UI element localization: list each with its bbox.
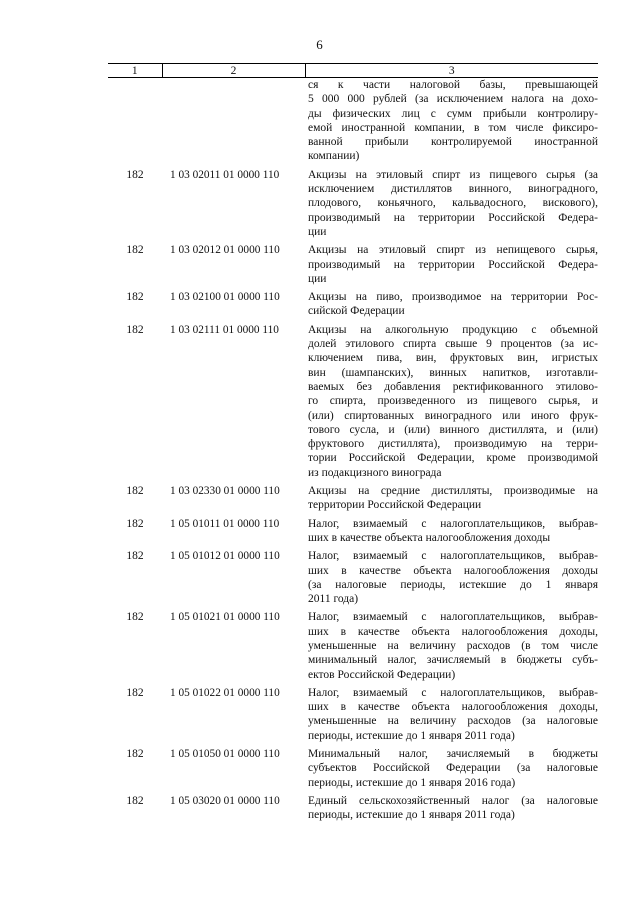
description-line: ключением пива, вин, фруктовых вин, игристых [308, 352, 598, 365]
description-line: ших в качестве объекта налогообложения доходы [308, 564, 598, 577]
revenue-description-cell [305, 78, 598, 164]
revenue-description-cell [305, 513, 598, 546]
description-line: фруктового дистиллята), производимую на терри- [308, 438, 598, 451]
revenue-description-cell [305, 743, 598, 790]
budget-classification-code-cell: 1 03 02100 01 0000 110 [170, 291, 280, 304]
table-row [108, 682, 598, 743]
description-line: вин (шампанских), винных напитков, изготавли- [308, 366, 598, 379]
description-line: го спирта, произведенного из пищевого сырья, и [308, 395, 598, 408]
table-row [108, 743, 598, 790]
admin-code-cell: 182 [126, 794, 144, 807]
description-line: ции [308, 225, 327, 238]
description-line: периоды, истекшие до 1 января 2016 года) [308, 776, 516, 789]
description-line: производимый на территории Российской Федера- [308, 211, 598, 224]
admin-code-cell: 182 [126, 291, 144, 304]
revenue-description-cell [305, 480, 598, 513]
description-line: компании) [308, 150, 360, 163]
budget-classification-code-cell: 1 03 02330 01 0000 110 [170, 485, 280, 498]
description-line: минимальный налог, зачисляемый в бюджеты субъ- [308, 654, 598, 667]
admin-code-cell: 182 [126, 686, 144, 699]
description-line: уменьшенные на величину расходов (в том числе [308, 639, 598, 652]
description-line: тового сусла, и (или) винного дистиллята, и (или) [308, 423, 598, 436]
revenue-description-cell [305, 319, 598, 480]
budget-classification-code-cell: 1 03 02011 01 0000 110 [170, 168, 280, 181]
description-line: 5 000 000 рублей (за исключением налога на дохо- [308, 93, 598, 106]
description-line: уменьшенные на величину расходов (за налоговые [308, 715, 598, 728]
description-line: емой иностранной компании, в том числе фиксиро- [308, 121, 598, 134]
description-line: из подакцизного винограда [308, 466, 442, 479]
description-line: Минимальный налог, зачисляемый в бюджеты [308, 748, 598, 761]
table-row [108, 78, 598, 164]
description-line: Налог, взимаемый с налогоплательщиков, выбрав- [308, 517, 598, 530]
revenue-description-cell [305, 545, 598, 606]
table-row [108, 545, 598, 606]
budget-classification-code-cell: 1 03 02012 01 0000 110 [170, 244, 280, 257]
description-line: ванной прибыли контролируемой иностранной [308, 136, 598, 149]
revenue-description-cell [305, 606, 598, 681]
budget-classification-code-cell: 1 05 03020 01 0000 110 [170, 794, 280, 807]
description-line: тории Российской Федерации, кроме производимой [308, 452, 598, 465]
revenue-description-cell [305, 682, 598, 743]
description-line: территории Российской Федерации [308, 499, 482, 512]
description-line: ции [308, 272, 327, 285]
description-line: ды физических лиц с сумм прибыли контролиру- [308, 107, 598, 120]
admin-code-cell: 182 [126, 244, 144, 257]
budget-classification-code-cell: 1 05 01021 01 0000 110 [170, 611, 280, 624]
revenue-codes-table [108, 63, 598, 823]
admin-code-cell [108, 78, 162, 164]
description-line: Акцизы на этиловый спирт из непищевого сырья, [308, 244, 598, 257]
description-line: периоды, истекшие до 1 января 2011 года) [308, 809, 515, 822]
admin-code-cell: 182 [126, 748, 144, 761]
revenue-description-cell [305, 239, 598, 286]
admin-code-cell: 182 [126, 168, 144, 181]
table-body [108, 78, 598, 823]
description-line: Акцизы на алкогольную продукцию с объемной [308, 323, 598, 336]
description-line: ектов Российской Федерации) [308, 668, 456, 681]
description-line: Акцизы на средние дистилляты, производимые на [308, 485, 598, 498]
budget-classification-code-cell [162, 78, 305, 164]
budget-classification-code-cell: 1 05 01011 01 0000 110 [170, 517, 280, 530]
table-header-row [108, 64, 598, 78]
description-line: (или) спиртованных виноградного или иного фрук- [308, 409, 598, 422]
budget-classification-code-cell: 1 05 01012 01 0000 110 [170, 550, 280, 563]
table-row [108, 319, 598, 480]
revenue-description-cell [305, 790, 598, 823]
table-row [108, 790, 598, 823]
description-line: 2011 года) [308, 593, 359, 606]
description-line: ших в качестве объекта налогообложения доходы, [308, 701, 598, 714]
description-line: Налог, взимаемый с налогоплательщиков, выбрав- [308, 611, 598, 624]
description-line: сийской Федерации [308, 305, 405, 318]
table-row [108, 239, 598, 286]
description-line: ших в качестве объекта налогообложения доходы, [308, 625, 598, 638]
description-line: Налог, взимаемый с налогоплательщиков, выбрав- [308, 550, 598, 563]
revenue-description-cell [305, 164, 598, 239]
admin-code-cell: 182 [126, 611, 144, 624]
description-line: плодового, коньячного, кальвадосного, вискового), [308, 197, 598, 210]
description-line: Налог, взимаемый с налогоплательщиков, выбрав- [308, 686, 598, 699]
description-line: Единый сельскохозяйственный налог (за налоговые [308, 794, 598, 807]
column-header-1: 1 [108, 64, 162, 78]
budget-classification-code-cell: 1 03 02111 01 0000 110 [170, 323, 279, 336]
budget-classification-code-cell: 1 05 01050 01 0000 110 [170, 748, 280, 761]
table-row [108, 164, 598, 239]
description-line: долей этилового спирта свыше 9 процентов (за ис- [308, 338, 598, 351]
table-row [108, 286, 598, 319]
description-line: периоды, истекшие до 1 января 2011 года) [308, 729, 515, 742]
description-line: ся к части налоговой базы, превышающей [308, 79, 598, 91]
description-line: Акцизы на этиловый спирт из пищевого сырья (за [308, 168, 598, 181]
description-line: ших в качестве объекта налогообложения доходы [308, 531, 551, 544]
table-row [108, 480, 598, 513]
admin-code-cell: 182 [126, 485, 144, 498]
description-line: ваемых без добавления ректификованного этилово- [308, 380, 598, 393]
column-header-3: 3 [305, 64, 598, 78]
description-line: субъектов Российской Федерации (за налоговые [308, 762, 598, 775]
description-line: исключением дистиллятов винного, виноградного, [308, 183, 598, 196]
admin-code-cell: 182 [126, 550, 144, 563]
description-line: Акцизы на пиво, производимое на территории Рос- [308, 291, 598, 304]
description-line: (за налоговые периоды, истекшие до 1 января [308, 578, 598, 591]
budget-classification-code-cell: 1 05 01022 01 0000 110 [170, 686, 280, 699]
table-row [108, 606, 598, 681]
admin-code-cell: 182 [126, 517, 144, 530]
description-line: производимый на территории Российской Федера- [308, 258, 598, 271]
table-row [108, 513, 598, 546]
column-header-2: 2 [162, 64, 305, 78]
admin-code-cell: 182 [126, 323, 144, 336]
page-number: 6 [316, 37, 323, 52]
revenue-description-cell [305, 286, 598, 319]
